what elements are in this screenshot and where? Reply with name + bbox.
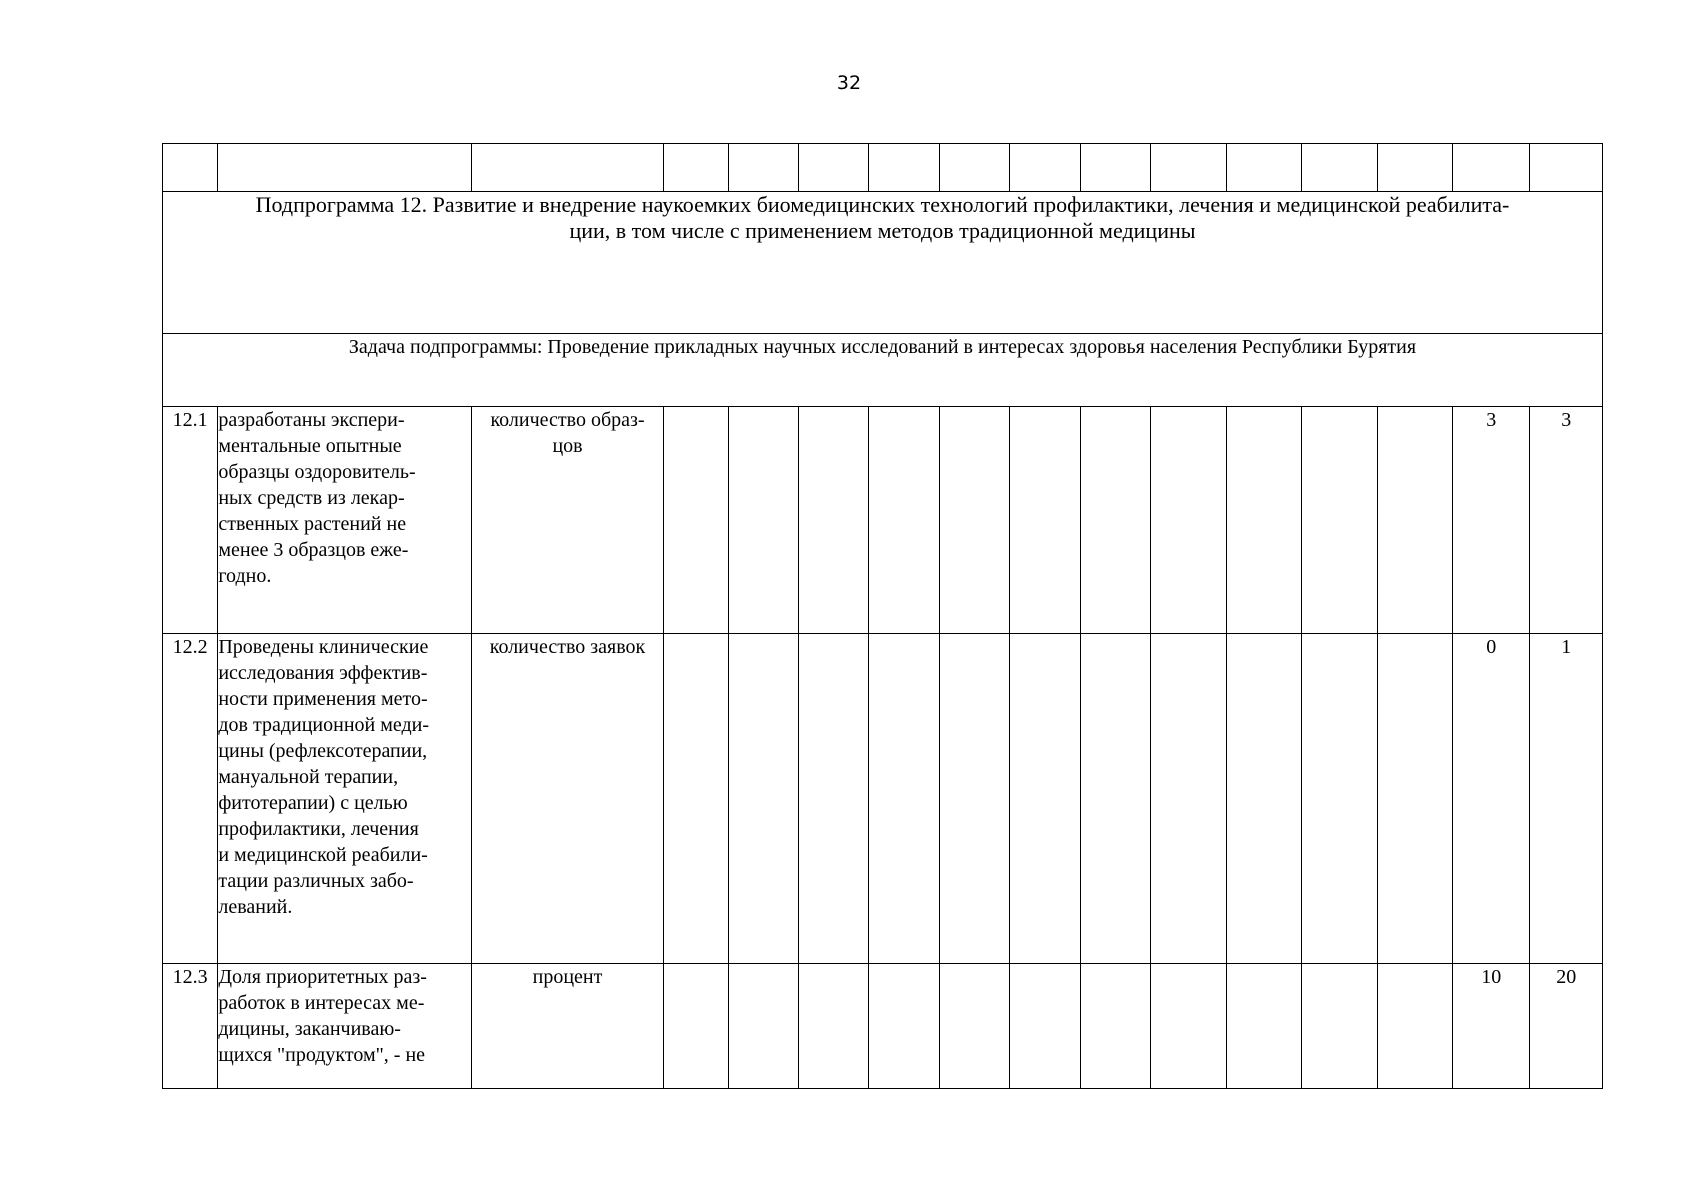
indicator-name <box>218 407 472 634</box>
name-line: Проведены клинические <box>218 636 429 658</box>
name-line: работок в интересах ме- <box>218 992 425 1014</box>
unit-line: цов <box>552 435 583 457</box>
row-number: 12.3 <box>163 964 218 1089</box>
name-line: профилактики, лечения <box>218 818 419 840</box>
unit-cell <box>471 634 663 964</box>
name-line: дов традиционной меди- <box>218 714 430 736</box>
name-line: цины (рефлексотерапии, <box>218 740 428 762</box>
subprogram-title <box>163 192 1603 334</box>
name-line: ности применения мето- <box>218 688 428 710</box>
indicators-table <box>162 143 1603 1089</box>
table-row <box>163 634 1603 964</box>
name-line: ственных растений не <box>218 513 407 535</box>
name-line: исследования эффектив- <box>218 662 428 684</box>
name-line: ных средств из лекар- <box>218 487 405 509</box>
indicator-name <box>218 634 472 964</box>
name-line: дицины, заканчиваю- <box>218 1018 401 1040</box>
subprogram-row <box>163 192 1603 334</box>
value-cell: 1 <box>1530 634 1603 964</box>
name-line: тации различных забо- <box>218 870 414 892</box>
name-line: разработаны экспери- <box>218 409 405 431</box>
unit-cell <box>471 407 663 634</box>
name-line: мануальной терапии, <box>218 766 399 788</box>
name-line: годно. <box>218 565 272 587</box>
name-line: Доля приоритетных раз- <box>218 966 427 988</box>
name-line: фитотерапии) с целью <box>218 792 408 814</box>
name-line: ментальные опытные <box>218 435 402 457</box>
value-cell: 3 <box>1453 407 1530 634</box>
name-line: и медицинской реабили- <box>218 844 428 866</box>
table-row <box>163 964 1603 1089</box>
unit-cell <box>471 964 663 1089</box>
row-number: 12.1 <box>163 407 218 634</box>
name-line: образцы оздоровитель- <box>218 461 416 483</box>
unit-line: количество заявок <box>489 636 646 658</box>
task-text: Задача подпрограммы: Проведение прикладных научных исследований в интересах здоровья населения Республики Бурятия <box>163 334 1603 407</box>
row-number: 12.2 <box>163 634 218 964</box>
value-cell: 10 <box>1453 964 1530 1089</box>
name-line: леваний. <box>218 896 293 918</box>
unit-line: процент <box>532 966 603 988</box>
table-row <box>163 407 1603 634</box>
name-line: щихся "продуктом", - не <box>218 1044 426 1066</box>
unit-line: количество образ- <box>490 409 645 431</box>
subprogram-title-line-2: ции, в том числе с применением методов традиционной медицины <box>569 218 1196 243</box>
name-line: менее 3 образцов еже- <box>218 539 409 561</box>
value-cell: 3 <box>1530 407 1603 634</box>
header-row <box>163 144 1603 192</box>
value-cell: 0 <box>1453 634 1530 964</box>
value-cell: 20 <box>1530 964 1603 1089</box>
indicator-name <box>218 964 472 1089</box>
page-number: 32 <box>836 72 862 94</box>
task-row <box>163 334 1603 407</box>
subprogram-title-line-1: Подпрограмма 12. Развитие и внедрение наукоемких биомедицинских технологий профилактики, лечения и медицинской реабилита- <box>255 192 1510 217</box>
